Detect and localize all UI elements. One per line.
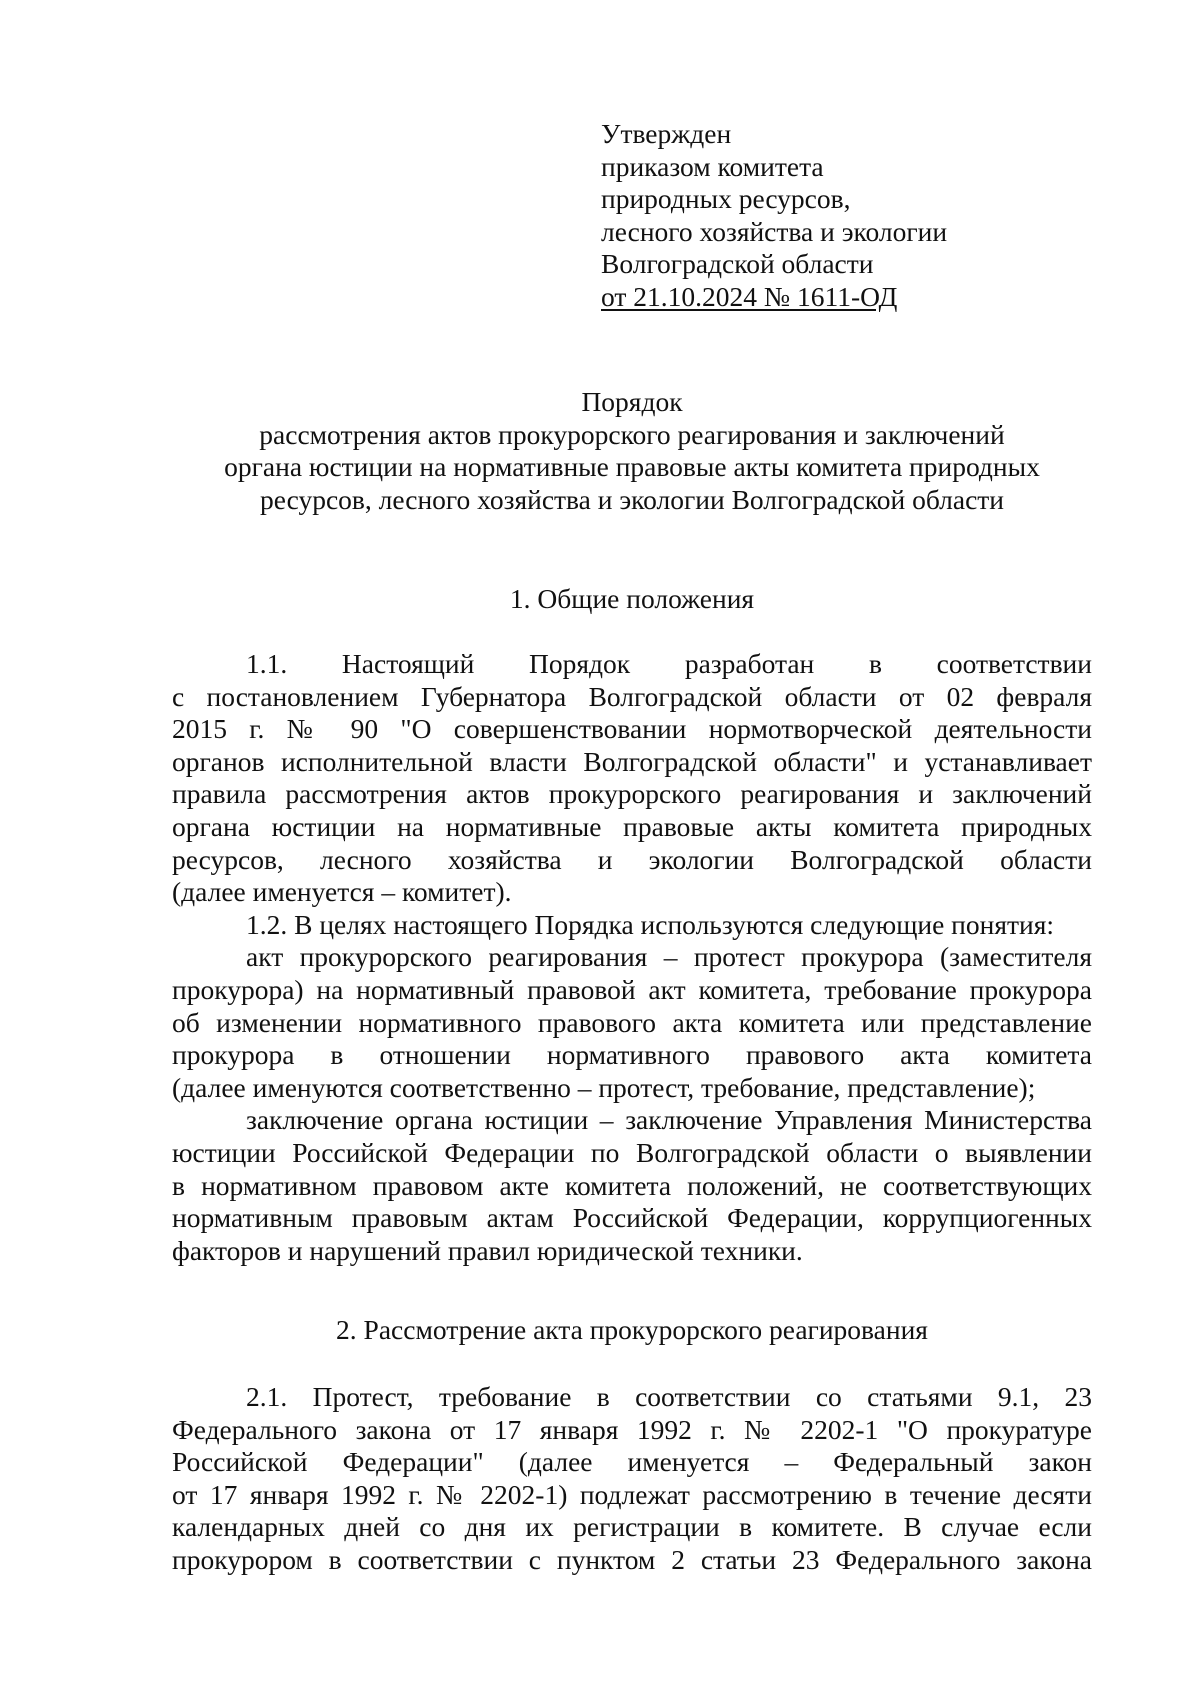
paragraph-line: органов исполнительной власти Волгоградской области" и устанавливает xyxy=(172,745,1092,777)
paragraph-line: 2.1. Протест, требование в соответствии со статьями 9.1, 23 xyxy=(246,1381,1092,1412)
title-line: органа юстиции на нормативные правовые акты комитета природных xyxy=(224,451,1040,482)
section-heading-1: 1. Общие положения xyxy=(509,583,755,614)
paragraph-line: правила рассмотрения актов прокурорского реагирования и заключений xyxy=(172,778,1092,810)
approval-order-ref: от 21.10.2024 № 1611-ОД xyxy=(601,280,898,312)
paragraph-line: прокурора) на нормативный правовой акт комитета, требование прокурора xyxy=(172,973,1092,1005)
paragraph-line: 1.2. В целях настоящего Порядка используются следующие понятия: xyxy=(246,908,1055,940)
approval-line: лесного хозяйства и экологии xyxy=(601,215,948,247)
paragraph-line: Федерального закона от 17 января 1992 г. № 2202-1 "О прокуратуре xyxy=(172,1413,1092,1445)
title-line: ресурсов, лесного хозяйства и экологии Волгоградской области xyxy=(259,483,1005,515)
paragraph-line: Российской Федерации" (далее именуется – Федеральный закон xyxy=(172,1446,1092,1478)
document-title xyxy=(172,386,1092,516)
paragraph-line: нормативным правовым актам Российской Федерации, коррупциогенных xyxy=(172,1202,1092,1234)
approval-line: Волгоградской области xyxy=(601,248,874,279)
paragraph-line: 1.1. Настоящий Порядок разработан в соответствии xyxy=(246,648,1092,679)
paragraph-line: органа юстиции на нормативные правовые акты комитета природных xyxy=(172,810,1092,842)
paragraph-line: акт прокурорского реагирования – протест прокурора (заместителя xyxy=(246,941,1092,973)
approval-line: Утвержден xyxy=(601,118,732,149)
paragraph-line: с постановлением Губернатора Волгоградской области от 02 февраля xyxy=(172,680,1092,712)
paragraph-line: (далее именуется – комитет). xyxy=(172,876,512,908)
paragraph-line: прокурором в соответствии с пунктом 2 статьи 23 Федерального закона xyxy=(172,1543,1092,1575)
title-line: Порядок xyxy=(581,386,683,417)
approval-line: природных ресурсов, xyxy=(601,183,851,214)
section-1-body xyxy=(172,648,1092,1267)
paragraph-line: в нормативном правовом акте комитета положений, не соответствующих xyxy=(172,1169,1092,1201)
paragraph-line: ресурсов, лесного хозяйства и экологии Волгоградской области xyxy=(172,843,1092,875)
paragraph-line: об изменении нормативного правового акта комитета или представление xyxy=(172,1006,1092,1038)
title-line: рассмотрения актов прокурорского реагирования и заключений xyxy=(259,418,1005,450)
section-heading-2: 2. Рассмотрение акта прокурорского реагирования xyxy=(336,1314,928,1345)
paragraph-line: заключение органа юстиции – заключение Управления Министерства xyxy=(246,1104,1092,1136)
paragraph-line: прокурора в отношении нормативного правового акта комитета xyxy=(172,1039,1092,1071)
section-2-body xyxy=(172,1381,1092,1577)
paragraph-line: (далее именуются соответственно – протест, требование, представление); xyxy=(172,1071,1036,1103)
paragraph-line: факторов и нарушений правил юридической техники. xyxy=(172,1234,803,1266)
paragraph-line: от 17 января 1992 г. № 2202-1) подлежат рассмотрению в течение десяти xyxy=(172,1478,1092,1510)
approval-line: приказом комитета xyxy=(601,150,824,182)
paragraph-line: 2015 г. № 90 "О совершенствовании нормотворческой деятельности xyxy=(172,713,1092,745)
paragraph-line: календарных дней со дня их регистрации в комитете. В случае если xyxy=(172,1511,1092,1543)
approval-stamp xyxy=(601,118,947,313)
paragraph-line: юстиции Российской Федерации по Волгоградской области о выявлении xyxy=(172,1136,1092,1168)
